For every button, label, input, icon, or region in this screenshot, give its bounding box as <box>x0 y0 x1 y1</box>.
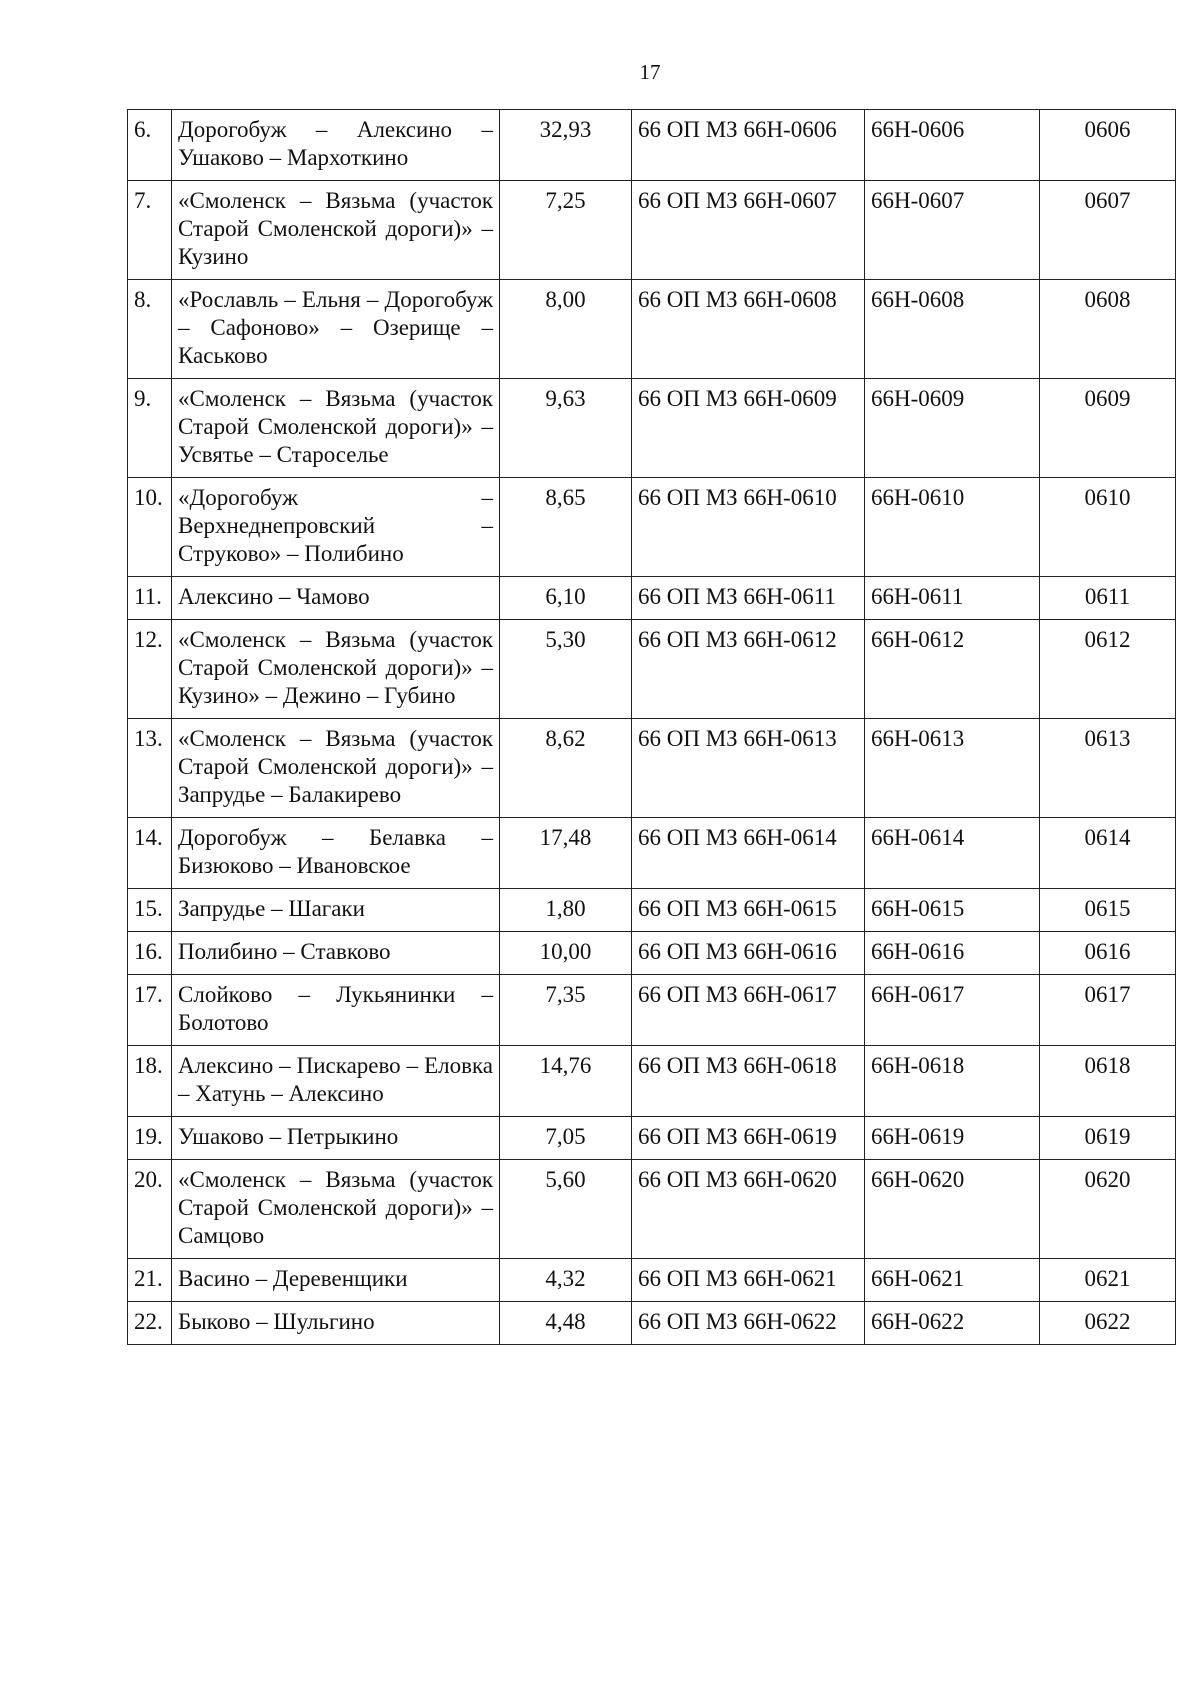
row-number-cell: 21. <box>128 1259 172 1302</box>
table-row <box>128 379 1176 478</box>
road-length-cell: 32,93 <box>500 110 632 181</box>
road-id-cell: 66 ОП МЗ 66Н-0618 <box>632 1046 865 1117</box>
road-short-code-cell: 0621 <box>1040 1259 1176 1302</box>
row-number-cell: 19. <box>128 1117 172 1160</box>
road-code-cell: 66Н-0621 <box>865 1259 1040 1302</box>
road-id-cell: 66 ОП МЗ 66Н-0610 <box>632 478 865 577</box>
road-name-cell: Полибино – Ставково <box>172 932 500 975</box>
road-code-cell: 66Н-0616 <box>865 932 1040 975</box>
row-number-cell: 17. <box>128 975 172 1046</box>
road-code-cell: 66Н-0610 <box>865 478 1040 577</box>
road-length-cell: 17,48 <box>500 818 632 889</box>
road-short-code-cell: 0618 <box>1040 1046 1176 1117</box>
road-name-cell: «Смоленск – Вязьма (участок Старой Смоленской дороги)» – Кузино <box>172 181 500 280</box>
table-row <box>128 889 1176 932</box>
road-name-cell: Васино – Деревенщики <box>172 1259 500 1302</box>
road-name-cell: Запрудье – Шагаки <box>172 889 500 932</box>
road-id-cell: 66 ОП МЗ 66Н-0608 <box>632 280 865 379</box>
row-number-cell: 11. <box>128 577 172 620</box>
table-row <box>128 975 1176 1046</box>
road-id-cell: 66 ОП МЗ 66Н-0620 <box>632 1160 865 1259</box>
road-length-cell: 4,48 <box>500 1302 632 1345</box>
road-id-cell: 66 ОП МЗ 66Н-0613 <box>632 719 865 818</box>
road-code-cell: 66Н-0611 <box>865 577 1040 620</box>
table-row <box>128 932 1176 975</box>
table-row <box>128 478 1176 577</box>
road-name-cell: Алексино – Пискарево – Еловка – Хатунь – Алексино <box>172 1046 500 1117</box>
road-id-cell: 66 ОП МЗ 66Н-0622 <box>632 1302 865 1345</box>
road-name-cell: Быково – Шульгино <box>172 1302 500 1345</box>
road-short-code-cell: 0611 <box>1040 577 1176 620</box>
road-code-cell: 66Н-0606 <box>865 110 1040 181</box>
road-code-cell: 66Н-0612 <box>865 620 1040 719</box>
road-length-cell: 1,80 <box>500 889 632 932</box>
road-code-cell: 66Н-0615 <box>865 889 1040 932</box>
road-short-code-cell: 0608 <box>1040 280 1176 379</box>
road-name-cell: Дорогобуж – Алексино – Ушаково – Мархоткино <box>172 110 500 181</box>
road-name-cell: «Смоленск – Вязьма (участок Старой Смоленской дороги)» – Усвятье – Староселье <box>172 379 500 478</box>
road-short-code-cell: 0622 <box>1040 1302 1176 1345</box>
road-short-code-cell: 0616 <box>1040 932 1176 975</box>
roads-table-body <box>128 110 1176 1345</box>
row-number-cell: 10. <box>128 478 172 577</box>
road-length-cell: 10,00 <box>500 932 632 975</box>
road-name-cell: «Смоленск – Вязьма (участок Старой Смоленской дороги)» – Запрудье – Балакирево <box>172 719 500 818</box>
road-length-cell: 4,32 <box>500 1259 632 1302</box>
road-length-cell: 7,25 <box>500 181 632 280</box>
road-name-cell: «Смоленск – Вязьма (участок Старой Смоленской дороги)» – Кузино» – Дежино – Губино <box>172 620 500 719</box>
road-short-code-cell: 0615 <box>1040 889 1176 932</box>
road-name-cell: Слойково – Лукьянинки – Болотово <box>172 975 500 1046</box>
row-number-cell: 16. <box>128 932 172 975</box>
road-length-cell: 6,10 <box>500 577 632 620</box>
row-number-cell: 6. <box>128 110 172 181</box>
road-code-cell: 66Н-0613 <box>865 719 1040 818</box>
road-id-cell: 66 ОП МЗ 66Н-0607 <box>632 181 865 280</box>
road-name-cell: Ушаково – Петрыкино <box>172 1117 500 1160</box>
road-code-cell: 66Н-0608 <box>865 280 1040 379</box>
road-code-cell: 66Н-0617 <box>865 975 1040 1046</box>
road-code-cell: 66Н-0607 <box>865 181 1040 280</box>
row-number-cell: 15. <box>128 889 172 932</box>
road-id-cell: 66 ОП МЗ 66Н-0612 <box>632 620 865 719</box>
row-number-cell: 22. <box>128 1302 172 1345</box>
table-row <box>128 1117 1176 1160</box>
table-row <box>128 280 1176 379</box>
road-code-cell: 66Н-0620 <box>865 1160 1040 1259</box>
road-id-cell: 66 ОП МЗ 66Н-0617 <box>632 975 865 1046</box>
road-code-cell: 66Н-0609 <box>865 379 1040 478</box>
row-number-cell: 12. <box>128 620 172 719</box>
road-short-code-cell: 0610 <box>1040 478 1176 577</box>
road-short-code-cell: 0613 <box>1040 719 1176 818</box>
table-row <box>128 577 1176 620</box>
row-number-cell: 18. <box>128 1046 172 1117</box>
road-length-cell: 5,30 <box>500 620 632 719</box>
road-length-cell: 8,62 <box>500 719 632 818</box>
road-id-cell: 66 ОП МЗ 66Н-0621 <box>632 1259 865 1302</box>
road-name-cell: «Смоленск – Вязьма (участок Старой Смоленской дороги)» – Самцово <box>172 1160 500 1259</box>
road-code-cell: 66Н-0618 <box>865 1046 1040 1117</box>
road-short-code-cell: 0606 <box>1040 110 1176 181</box>
road-id-cell: 66 ОП МЗ 66Н-0609 <box>632 379 865 478</box>
road-id-cell: 66 ОП МЗ 66Н-0606 <box>632 110 865 181</box>
page-number: 17 <box>639 60 661 84</box>
road-length-cell: 14,76 <box>500 1046 632 1117</box>
road-id-cell: 66 ОП МЗ 66Н-0619 <box>632 1117 865 1160</box>
road-id-cell: 66 ОП МЗ 66Н-0611 <box>632 577 865 620</box>
road-name-cell: «Рославль – Ельня – Дорогобуж – Сафоново» – Озерище – Каськово <box>172 280 500 379</box>
road-length-cell: 8,00 <box>500 280 632 379</box>
table-row <box>128 181 1176 280</box>
road-id-cell: 66 ОП МЗ 66Н-0616 <box>632 932 865 975</box>
road-code-cell: 66Н-0614 <box>865 818 1040 889</box>
road-length-cell: 9,63 <box>500 379 632 478</box>
road-short-code-cell: 0620 <box>1040 1160 1176 1259</box>
road-name-cell: Дорогобуж – Белавка – Бизюково – Ивановское <box>172 818 500 889</box>
road-id-cell: 66 ОП МЗ 66Н-0615 <box>632 889 865 932</box>
table-row <box>128 1160 1176 1259</box>
road-length-cell: 5,60 <box>500 1160 632 1259</box>
table-row <box>128 620 1176 719</box>
road-short-code-cell: 0617 <box>1040 975 1176 1046</box>
road-name-cell: «Дорогобуж – Верхнеднепровский – Струково» – Полибино <box>172 478 500 577</box>
road-short-code-cell: 0614 <box>1040 818 1176 889</box>
road-short-code-cell: 0609 <box>1040 379 1176 478</box>
roads-table <box>127 109 1176 1345</box>
table-row <box>128 719 1176 818</box>
table-row <box>128 1302 1176 1345</box>
road-short-code-cell: 0612 <box>1040 620 1176 719</box>
road-length-cell: 7,35 <box>500 975 632 1046</box>
road-id-cell: 66 ОП МЗ 66Н-0614 <box>632 818 865 889</box>
road-length-cell: 8,65 <box>500 478 632 577</box>
table-row <box>128 110 1176 181</box>
road-length-cell: 7,05 <box>500 1117 632 1160</box>
row-number-cell: 14. <box>128 818 172 889</box>
row-number-cell: 20. <box>128 1160 172 1259</box>
table-row <box>128 818 1176 889</box>
table-row <box>128 1259 1176 1302</box>
row-number-cell: 13. <box>128 719 172 818</box>
row-number-cell: 7. <box>128 181 172 280</box>
road-code-cell: 66Н-0622 <box>865 1302 1040 1345</box>
road-name-cell: Алексино – Чамово <box>172 577 500 620</box>
row-number-cell: 9. <box>128 379 172 478</box>
row-number-cell: 8. <box>128 280 172 379</box>
road-code-cell: 66Н-0619 <box>865 1117 1040 1160</box>
table-row <box>128 1046 1176 1117</box>
road-short-code-cell: 0607 <box>1040 181 1176 280</box>
road-short-code-cell: 0619 <box>1040 1117 1176 1160</box>
